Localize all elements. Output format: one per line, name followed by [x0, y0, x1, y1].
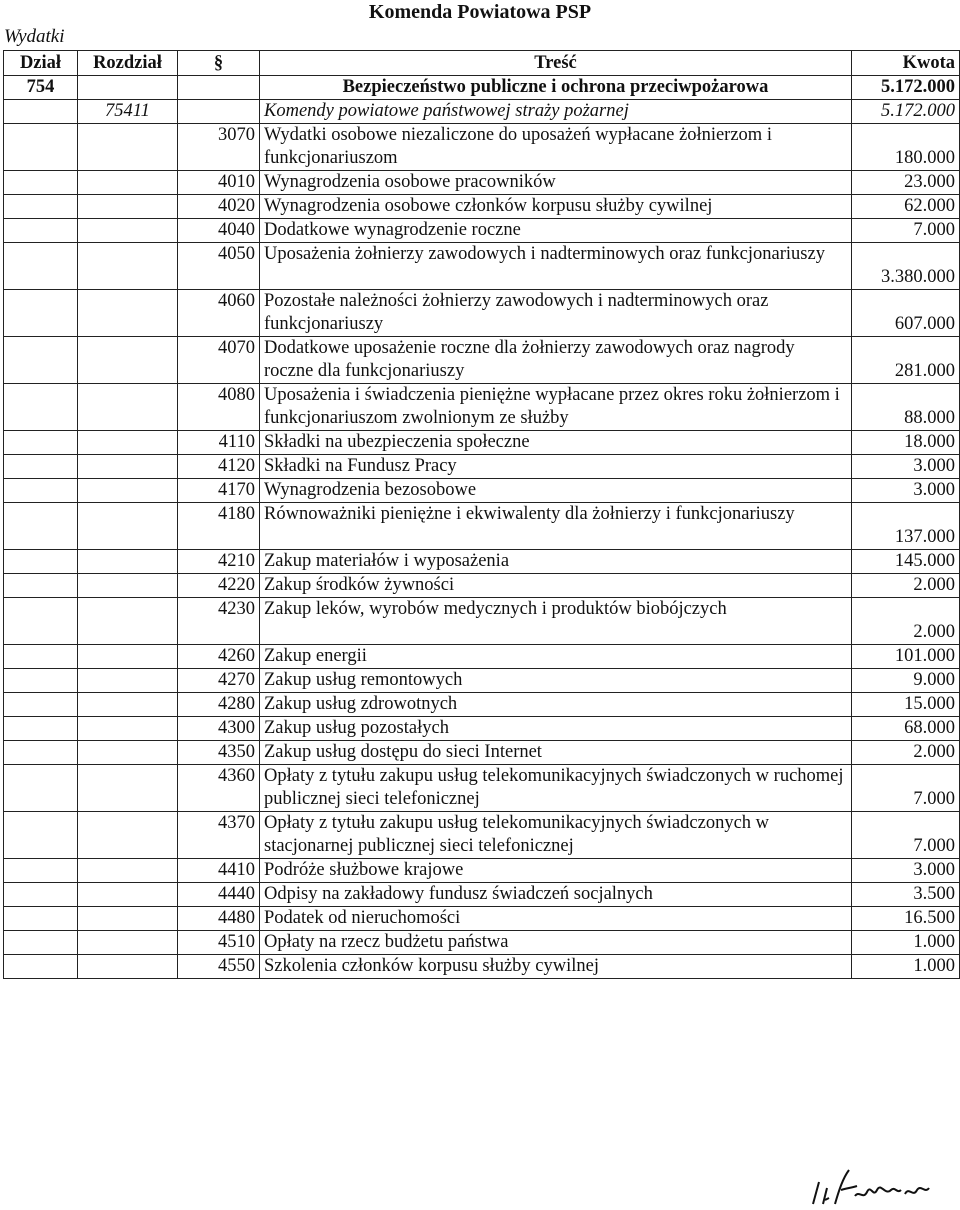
cell-dzial-empty: [4, 741, 78, 765]
budget-table: [3, 50, 960, 979]
cell-tresc: Podróże służbowe krajowe: [260, 859, 852, 883]
cell-rozdzial-empty: [78, 431, 178, 455]
cell-dzial-empty: [4, 431, 78, 455]
table-row: [4, 907, 960, 931]
cell-rozdzial-empty: [78, 765, 178, 812]
header-row: [4, 51, 960, 76]
header-paragraf: §: [178, 51, 260, 76]
cell-rozdzial-empty: [78, 955, 178, 979]
cell-paragraf: 4210: [178, 550, 260, 574]
cell-paragraf: 4220: [178, 574, 260, 598]
table-row: [4, 503, 960, 550]
cell-dzial-empty: [4, 455, 78, 479]
cell-kwota: 23.000: [852, 171, 960, 195]
cell-rozdzial-empty: [78, 669, 178, 693]
cell-rozdzial-empty: [78, 503, 178, 550]
dzial-tresc: Bezpieczeństwo publiczne i ochrona przeciwpożarowa: [260, 76, 852, 100]
cell-rozdzial-empty: [78, 645, 178, 669]
cell-kwota: 2.000: [852, 598, 960, 645]
table-row: [4, 479, 960, 503]
cell-dzial-empty: [4, 669, 78, 693]
cell-paragraf: 4050: [178, 243, 260, 290]
cell-paragraf: 4070: [178, 337, 260, 384]
table-row: [4, 931, 960, 955]
cell-tresc: Równoważniki pieniężne i ekwiwalenty dla żołnierzy i funkcjonariuszy: [260, 503, 852, 550]
cell-kwota: 137.000: [852, 503, 960, 550]
table-row: [4, 243, 960, 290]
cell-rozdzial-empty: [78, 171, 178, 195]
cell-kwota: 607.000: [852, 290, 960, 337]
cell-paragraf: 4040: [178, 219, 260, 243]
cell-dzial-empty: [4, 290, 78, 337]
cell-paragraf: 4270: [178, 669, 260, 693]
cell-kwota: 16.500: [852, 907, 960, 931]
cell-dzial-empty: [4, 693, 78, 717]
dzial-code: 754: [4, 76, 78, 100]
cell-dzial-empty: [4, 765, 78, 812]
cell-paragraf: 4060: [178, 290, 260, 337]
cell-paragraf: 4280: [178, 693, 260, 717]
cell-tresc: Składki na ubezpieczenia społeczne: [260, 431, 852, 455]
cell-paragraf: 4370: [178, 812, 260, 859]
cell-rozdzial-empty: [78, 337, 178, 384]
table-row: [4, 883, 960, 907]
table-row: [4, 645, 960, 669]
cell-tresc: Wynagrodzenia osobowe członków korpusu służby cywilnej: [260, 195, 852, 219]
cell-dzial-empty: [4, 645, 78, 669]
rozdzial-kwota: 5.172.000: [852, 100, 960, 124]
cell-dzial-empty: [4, 907, 78, 931]
table-row: [4, 171, 960, 195]
cell-paragraf: 4120: [178, 455, 260, 479]
header-dzial: Dział: [4, 51, 78, 76]
cell-dzial-empty: [4, 859, 78, 883]
cell-paragraf: 4180: [178, 503, 260, 550]
cell-dzial-empty: [4, 124, 78, 171]
cell-paragraf: 4510: [178, 931, 260, 955]
cell-paragraf: 4550: [178, 955, 260, 979]
cell-tresc: Zakup usług remontowych: [260, 669, 852, 693]
rozdzial-dzial-empty: [4, 100, 78, 124]
cell-tresc: Wynagrodzenia bezosobowe: [260, 479, 852, 503]
table-row: [4, 431, 960, 455]
cell-tresc: Opłaty z tytułu zakupu usług telekomunikacyjnych świadczonych w ruchomej publicznej sieci telefonicznej: [260, 765, 852, 812]
cell-kwota: 9.000: [852, 669, 960, 693]
cell-dzial-empty: [4, 883, 78, 907]
table-row: [4, 955, 960, 979]
cell-tresc: Zakup usług zdrowotnych: [260, 693, 852, 717]
cell-kwota: 1.000: [852, 955, 960, 979]
cell-rozdzial-empty: [78, 574, 178, 598]
cell-paragraf: 4010: [178, 171, 260, 195]
dzial-par-empty: [178, 76, 260, 100]
cell-paragraf: 4020: [178, 195, 260, 219]
cell-tresc: Uposażenia żołnierzy zawodowych i nadterminowych oraz funkcjonariuszy: [260, 243, 852, 290]
cell-rozdzial-empty: [78, 907, 178, 931]
page-title: Komenda Powiatowa PSP: [368, 1, 592, 23]
dzial-kwota: 5.172.000: [852, 76, 960, 100]
cell-tresc: Zakup usług pozostałych: [260, 717, 852, 741]
table-row: [4, 812, 960, 859]
cell-kwota: 3.380.000: [852, 243, 960, 290]
cell-tresc: Opłaty na rzecz budżetu państwa: [260, 931, 852, 955]
cell-paragraf: 4300: [178, 717, 260, 741]
cell-kwota: 15.000: [852, 693, 960, 717]
header-tresc: Treść: [260, 51, 852, 76]
cell-tresc: Pozostałe należności żołnierzy zawodowych i nadterminowych oraz funkcjonariuszy: [260, 290, 852, 337]
cell-tresc: Uposażenia i świadczenia pieniężne wypłacane przez okres roku żołnierzom i funkcjonariuszom zwolnionym ze służby: [260, 384, 852, 431]
cell-paragraf: 3070: [178, 124, 260, 171]
cell-kwota: 7.000: [852, 765, 960, 812]
cell-rozdzial-empty: [78, 219, 178, 243]
table-row: [4, 455, 960, 479]
cell-rozdzial-empty: [78, 455, 178, 479]
cell-rozdzial-empty: [78, 859, 178, 883]
cell-kwota: 3.500: [852, 883, 960, 907]
table-row: [4, 598, 960, 645]
table-row: [4, 384, 960, 431]
cell-paragraf: 4110: [178, 431, 260, 455]
cell-paragraf: 4230: [178, 598, 260, 645]
table-row: [4, 574, 960, 598]
table-row: [4, 765, 960, 812]
cell-kwota: 2.000: [852, 741, 960, 765]
cell-rozdzial-empty: [78, 384, 178, 431]
cell-tresc: Zakup energii: [260, 645, 852, 669]
cell-kwota: 1.000: [852, 931, 960, 955]
cell-rozdzial-empty: [78, 931, 178, 955]
cell-paragraf: 4260: [178, 645, 260, 669]
cell-rozdzial-empty: [78, 243, 178, 290]
table-row: [4, 124, 960, 171]
dzial-rozdzial-empty: [78, 76, 178, 100]
rozdzial-par-empty: [178, 100, 260, 124]
cell-dzial-empty: [4, 479, 78, 503]
cell-dzial-empty: [4, 598, 78, 645]
cell-kwota: 7.000: [852, 812, 960, 859]
table-row: [4, 290, 960, 337]
cell-paragraf: 4410: [178, 859, 260, 883]
cell-kwota: 101.000: [852, 645, 960, 669]
cell-rozdzial-empty: [78, 124, 178, 171]
cell-dzial-empty: [4, 955, 78, 979]
cell-rozdzial-empty: [78, 693, 178, 717]
cell-dzial-empty: [4, 384, 78, 431]
table-row: [4, 859, 960, 883]
cell-tresc: Dodatkowe wynagrodzenie roczne: [260, 219, 852, 243]
cell-kwota: 3.000: [852, 479, 960, 503]
cell-rozdzial-empty: [78, 195, 178, 219]
cell-dzial-empty: [4, 503, 78, 550]
cell-kwota: 3.000: [852, 455, 960, 479]
cell-paragraf: 4350: [178, 741, 260, 765]
cell-tresc: Dodatkowe uposażenie roczne dla żołnierzy zawodowych oraz nagrody roczne dla funkcjonariuszy: [260, 337, 852, 384]
cell-paragraf: 4080: [178, 384, 260, 431]
table-row: [4, 337, 960, 384]
table-row: [4, 550, 960, 574]
cell-tresc: Zakup leków, wyrobów medycznych i produktów biobójczych: [260, 598, 852, 645]
cell-rozdzial-empty: [78, 550, 178, 574]
cell-kwota: 18.000: [852, 431, 960, 455]
cell-dzial-empty: [4, 812, 78, 859]
cell-tresc: Zakup materiałów i wyposażenia: [260, 550, 852, 574]
cell-dzial-empty: [4, 243, 78, 290]
cell-paragraf: 4360: [178, 765, 260, 812]
dzial-row: [4, 76, 960, 100]
cell-kwota: 2.000: [852, 574, 960, 598]
cell-tresc: Odpisy na zakładowy fundusz świadczeń socjalnych: [260, 883, 852, 907]
cell-kwota: 62.000: [852, 195, 960, 219]
cell-dzial-empty: [4, 219, 78, 243]
signature-image: [805, 1160, 955, 1210]
cell-dzial-empty: [4, 195, 78, 219]
cell-dzial-empty: [4, 171, 78, 195]
cell-dzial-empty: [4, 337, 78, 384]
cell-tresc: Szkolenia członków korpusu służby cywilnej: [260, 955, 852, 979]
cell-tresc: Podatek od nieruchomości: [260, 907, 852, 931]
header-kwota: Kwota: [852, 51, 960, 76]
cell-dzial-empty: [4, 574, 78, 598]
table-row: [4, 195, 960, 219]
cell-tresc: Zakup usług dostępu do sieci Internet: [260, 741, 852, 765]
cell-kwota: 68.000: [852, 717, 960, 741]
cell-kwota: 281.000: [852, 337, 960, 384]
cell-dzial-empty: [4, 931, 78, 955]
table-row: [4, 741, 960, 765]
cell-tresc: Opłaty z tytułu zakupu usług telekomunikacyjnych świadczonych w stacjonarnej publicznej sieci telefonicznej: [260, 812, 852, 859]
cell-dzial-empty: [4, 717, 78, 741]
cell-rozdzial-empty: [78, 479, 178, 503]
table-row: [4, 717, 960, 741]
cell-kwota: 88.000: [852, 384, 960, 431]
cell-kwota: 180.000: [852, 124, 960, 171]
rozdzial-code: 75411: [78, 100, 178, 124]
cell-tresc: Zakup środków żywności: [260, 574, 852, 598]
cell-kwota: 7.000: [852, 219, 960, 243]
rozdzial-row: [4, 100, 960, 124]
cell-kwota: 3.000: [852, 859, 960, 883]
cell-rozdzial-empty: [78, 290, 178, 337]
cell-kwota: 145.000: [852, 550, 960, 574]
section-label: Wydatki: [4, 26, 65, 47]
cell-paragraf: 4170: [178, 479, 260, 503]
cell-rozdzial-empty: [78, 598, 178, 645]
cell-rozdzial-empty: [78, 812, 178, 859]
cell-tresc: Składki na Fundusz Pracy: [260, 455, 852, 479]
cell-rozdzial-empty: [78, 717, 178, 741]
cell-rozdzial-empty: [78, 741, 178, 765]
table-row: [4, 693, 960, 717]
cell-paragraf: 4440: [178, 883, 260, 907]
cell-rozdzial-empty: [78, 883, 178, 907]
cell-paragraf: 4480: [178, 907, 260, 931]
table-row: [4, 219, 960, 243]
rozdzial-tresc: Komendy powiatowe państwowej straży pożarnej: [260, 100, 852, 124]
cell-dzial-empty: [4, 550, 78, 574]
table-row: [4, 669, 960, 693]
cell-tresc: Wynagrodzenia osobowe pracowników: [260, 171, 852, 195]
cell-tresc: Wydatki osobowe niezaliczone do uposażeń wypłacane żołnierzom i funkcjonariuszom: [260, 124, 852, 171]
header-rozdzial: Rozdział: [78, 51, 178, 76]
